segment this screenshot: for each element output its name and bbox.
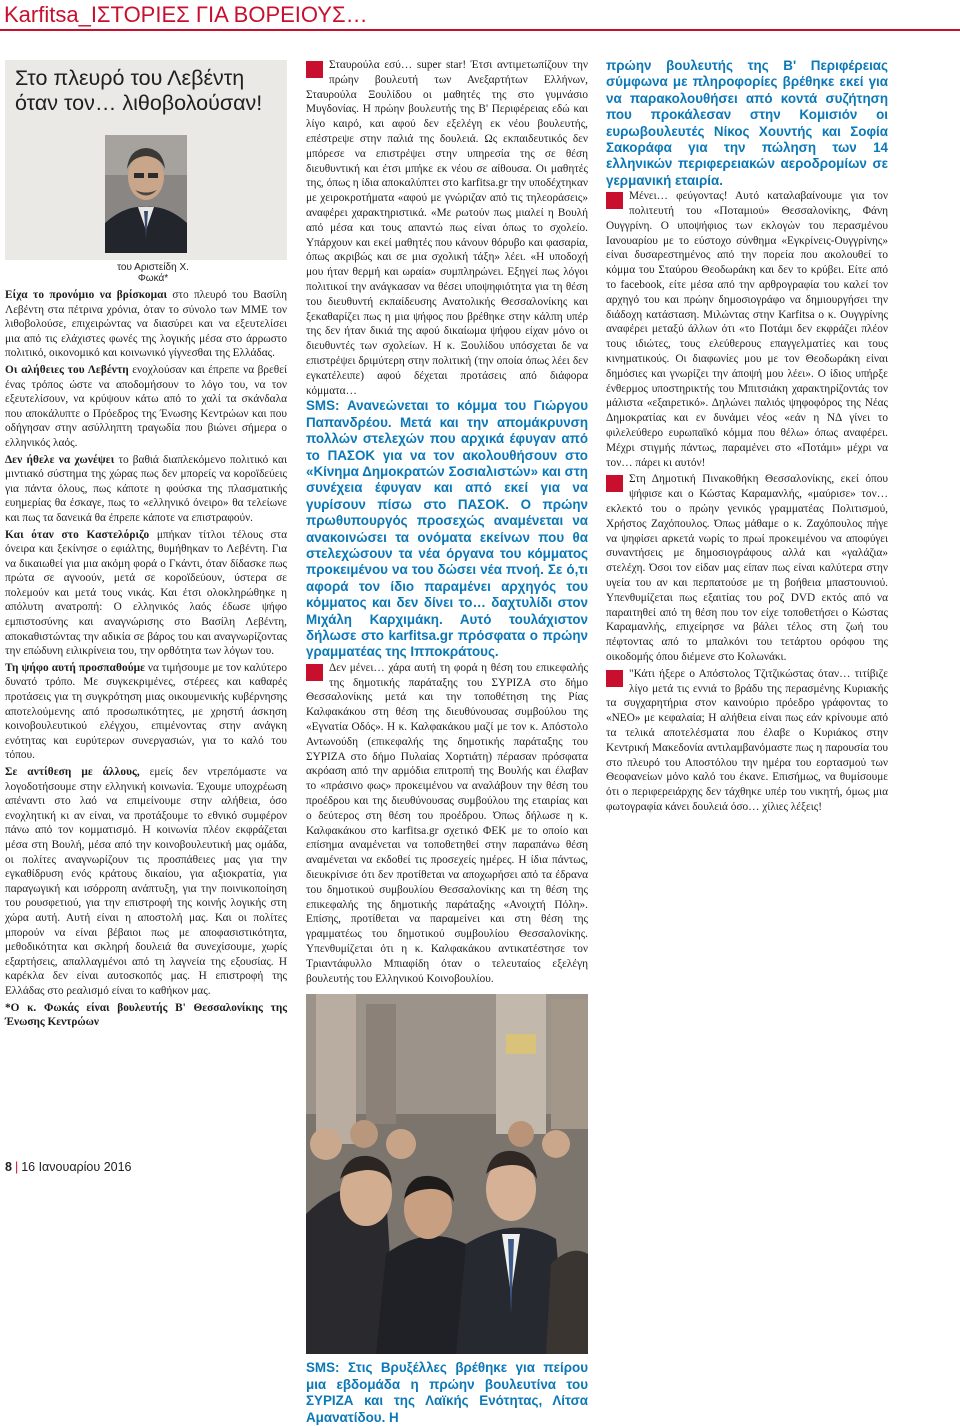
bullet-square-icon [606, 670, 623, 687]
bullet-square-icon [606, 192, 623, 209]
paragraph: Δεν ήθελε να χωνέψει το βαθιά διαπλεκόμενο πολιτικό και μιντιακό σύστημα της χώρας πως δεν μπορείς να κοροϊδεύεις για πάντα όλους, πως κάποτε η φούσκα της πλασματικής ευημερίας θα έσκαγε, πως το «ελληνικό όνειρο» θα τελείωνε και πως τα δανεικά θα έπρεπε κάποτε να επιστραφούν. [5, 453, 288, 524]
paragraph: Και όταν στο Καστελόριζο μπήκαν τίτλοι τέλους στα όνειρα και ξεκίνησε ο εφιάλτης, θυμήθηκαν το Λεβέντη. Για να δικαιωθεί για μια ακόμη φορά ο Γκάντι, όταν δίδασκε πως πρώτα σε αγνοούν, μετά σε κοροϊδεύουν, ύστερα σε πολεμούν και μετά τους νικάς. Και έτσι ολοκληρώθηκε η απόλυτη ανατροπή: Ο ελληνικός λαός έδωσε ψήφο εμπιστοσύνης και αναγνώρισης στο Βασίλη Λεβέντη, αποκαθιστώντας την αδικία σε βάρος του και αναγνωρίζοντας την επώδυνη ειλικρίνεια του, την ορθότητα των λόγων του. [5, 528, 287, 658]
gossip-column-middle [306, 58, 588, 1426]
paragraph: Είχα το προνόμιο να βρίσκομαι στο πλευρό του Βασίλη Λεβέντη στα πέτρινα χρόνια, όταν το σύνολο των ΜΜΕ τον λιθοβολούσε, επιχειρώντας να διασύρει και να εξευτελίσει μια από τις ελάχιστες φωνές της λογικής μέσα στο άρρωστο πολιτικό, οικονομικό και κοινωνικό γίγνεσθαι της Ελλάδας. [5, 289, 287, 360]
crowd-photo [306, 994, 588, 1354]
bullet-square-icon [606, 475, 623, 492]
news-item: Δεν μένει… χάρα αυτή τη φορά η θέση του επικεφαλής της δημοτικής παράταξης του ΣΥΡΙΖΑ στο δήμο Θεσσαλονίκης μετά και την τοποθέτηση της Ρίας Καλφακάκου στη θέση της διευθύνουσας συμβούλου της «Εγνατία Οδός». Η κ. Καλφακάκου μαζί με τον κ. Απόστολο Αντωνούδη (επικεφαλής της δημοτικής παράταξης του ΣΥΡΙΖΑ στο δήμο Πυλαίας Χορτιάτη) πέρασαν πρόσφατα ακρόαση από την αρμόδια επιτροπή της Βουλής και έλαβαν το «πράσινο φως» προκειμένου να αναλάβουν την θέση του προέδρου και της διευθύνουσας συμβούλου της εταιρίας και ο δεύτερος στη θέση του προέδρου. Όπως δήλωσε η κ. Καλφακάκου στο karfitsa.gr σχετικό ΦΕΚ με το οποίο και επίσημα αναμένεται να τοποθετηθεί στην παραπάνω θέση αναμένεται να εκδοθεί τις προσεχείς ημέρες. Η ίδια πάντως, διευκρίνισε ότι δεν προτίθεται να αποχωρήσει από τα έδρανα του δημοτικού συμβουλίου Θεσσαλονίκης και τη θέση της επικεφαλής της δημοτικής παράταξης «Ανοιχτή Πόλη». Επίσης, προτίθεται να παραμείνει και στη θέση της γραμματέως του δημοτικού συμβουλίου Θεσσαλονίκης. Υπενθυμίζεται ότι η κ. Καλφακάκου αντικατέστησε τον Τριαντάφυλλο Μπιαφίδη όταν ο τελευταίος εξελέγη βουλευτής του Ελληνικού Κοινοβουλίου. [306, 661, 588, 985]
paragraph: Οι αλήθειες του Λεβέντη ενοχλούσαν και έπρεπε να βρεθεί ένας τρόπος ώστε να αποδομήσουν το λόγο του, να τον εξευτελίσουν, να κρύψουν κάτω από το χαλί τα σκάνδαλα που αποκάλυπτε ο Πρόεδρος της Ένωσης Κεντρώων και που οδήγησαν στην ασύλληπτη τραγωδία που βιώνει σήμερα ο ελληνικός λαός. [5, 363, 287, 449]
news-item: Μένει… φεύγοντας! Αυτό καταλαβαίνουμε για τον πολιτευτή του «Ποταμιού» Θεσσαλονίκης, Φάνη Ουγγρίνη. Ο υποψήφιος των εκλογών του περασμένου Ιανουαρίου με το εύστοχο σύνθημα «Εγκρίνεις-Ουγγρίνης» είναι δυσαρεστημένος από την πορεία που ακολουθεί το κόμμα του Σταύρου Θεοδωράκη και δεν το κρύβει. Είτε από το facebook, είτε μέσα από την αρθρογραφία του καλεί τον αρχηγό του και πρώην δημοσιογράφο να δημιουργήσει την διάδοχη κατάσταση. Μιλώντας στην Karfitsa ο κ. Ουγγρίνης αναφέρει μεταξύ άλλων ότι «το Ποτάμι δεν εκφράζει πλέον τους ιδιώτες, τους ελεύθερους επαγγελματίες και τους κινηματικούς. Οι διαφωνίες μου με τον Θεοδωράκη είναι δημόσιες και γνωρίζει την άποψή μου λέει». Ο ίδιος υπήρξε ένθερμος υποστηρικτής του Μπιτσιάκη χαρακτηρίζοντάς τον μάλιστα «εξαιρετικό». Δηλώνει παλιός ψηφοφόρος της Νέας Δημοκρατίας και εν δυνάμει νέος «εάν η ΝΔ γίνει το φιλελεύθερο ευρωπαϊκό κόμμα που θέλω» όπως αναφέρει. Μέχρι στιγμής πάντως, παραμένει στο «Ποτάμι» μέχρι να τον… πάρει κι αυτόν! [606, 190, 888, 469]
paragraph: Τη ψήφο αυτή προσπαθούμε να τιμήσουμε με τον καλύτερο δυνατό τρόπο. Με συγκεκριμένες, στέρεες και καθαρές προτάσεις για τη συγκρότηση μιας οικουμενικής κυβέρνησης αποτελούμενης από προσωπικότητες, με χρηστή άσκηση κοινοβουλευτικού ελέγχου, επιμένοντας στην ανάγκη ενότητας και ευρύτερων συνεργασιών, για το καλό του τόπου. [5, 661, 287, 762]
author-signature: *Ο κ. Φωκάς είναι βουλευτής Β' Θεσσαλονίκης της Ένωσης Κεντρώων [5, 1001, 287, 1029]
hero-box [5, 60, 287, 260]
news-item: Στη Δημοτική Πινακοθήκη Θεσσαλονίκης, εκεί όπου ψήφισε και ο Κώστας Καραμανλής, «μαύρισε» τον… εκλεκτό του ο πρώην γενικός γραμματέας Πολιτισμού, Χρήστος Ζαχόπουλος. Όπως μάθαμε ο κ. Ζαχόπουλος πήγε να ψηφίσει αρκετά νωρίς το πρωί προκειμένου να αποφύγει συναντήσεις με δημοσιογράφους αλλά και «γαλάζια» στελέχη. Όσοι τον είδαν μας είπαν πως είναι καλύτερα στην υγεία του αν και περπατούσε με τη βοήθεια μπαστουνιού. Υπενθυμίζεται πως εξαιτίας του ροζ DVD εκτός από να παραιτηθεί από τη θέση που τον είχε τοποθετήσει ο Κώστας Καραμανλής, επιχείρησε να βάλει τέλος στη ζωή του πέφτοντας από το μπαλκόνι του τετάρτου ορόφου της οικοδομής όπου διέμενε στο Κολωνάκι. [606, 473, 888, 663]
article-title: Στο πλευρό του Λεβέντη όταν τον… λιθοβολούσαν! [15, 66, 263, 115]
gossip-column-right [606, 58, 888, 815]
page-footer: 8 | 16 Ιανουαρίου 2016 [5, 1160, 132, 1174]
bullet-square-icon [306, 61, 323, 78]
sms-item-continued: πρώην βουλευτής της Β' Περιφέρειας σύμφωνα με πληροφορίες βρέθηκε εκεί για να παρακολουθήσει από κοντά συζήτηση που προκάλεσαν στην Κομισιόν οι ευρωβουλευτές Νίκος Χουντής και Σοφία Σακοράφα για την πώληση των 14 ελληνικών περιφερειακών αεροδρομίων σε γερμανική εταιρία. [606, 58, 888, 188]
portrait-caption: του Αριστείδη Χ. Φωκά* [117, 262, 189, 284]
author-portrait [105, 135, 187, 253]
issue-date: 16 Ιανουαρίου 2016 [21, 1160, 132, 1174]
opinion-column [5, 60, 287, 1032]
section-header: Karfitsa_ΙΣΤΟΡΙΕΣ ΓΙΑ ΒΟΡΕΙΟΥΣ… [4, 2, 368, 27]
header-rule [0, 29, 960, 31]
sms-item: SMS: Ανανεώνεται το κόμμα του Γιώργου Παπανδρέου. Μετά και την απομάκρυνση πολλών στελεχών που αρχικά έφυγαν από το ΠΑΣΟΚ για να τον ακολουθήσουν στο «Κίνημα Δημοκρατών Σοσιαλιστών» και στη συνέχεια έφυγαν και από εκεί για να γυρίσουν πίσω στο ΠΑΣΟΚ. Ο πρώην πρωθυπουργός προσεχώς αναμένεται να ανακοινώσει τα ονόματα εκείνων που θα στελεχώσουν τα νέα όργανα του κόμματος προκειμένου να του δώσει νέα πνοή. Σε ό,τι αφορά τον ίδιο παραμένει αρχηγός του κόμματος και δεν δίνει το… δαχτυλίδι στον Μιχάλη Καρχιμάκη. Αυτό τουλάχιστον δήλωσε στο karfitsa.gr πρόσφατα ο πρώην γραμματέας της Ιπποκράτους. [306, 398, 588, 660]
news-item: Σταυρούλα εσύ… super star! Έτσι αντιμετωπίζουν την πρώην βουλευτή των Ανεξαρτήτων Ελλήνων, Σταυρούλα Ξουλίδου οι μαθητές της στο γυμνάσιο Μυγδονίας. Η πρώην βουλευτής της Β' Περιφέρειας εδώ και λίγο καιρό, και αφού δεν εξελέγη εκ νέου βουλευτής, επέστρεψε στην παλιά της δουλειά. Ως εκπαιδευτικός δεν μπόρεσε να επιστρέψει στην υπηρεσία της σε θέση διευθυντική και έτσι μπήκε εκ νέου σε αίθουσα. Οι μαθητές της, όπως η ίδια αποκαλύπτει στο karfitsa.gr την υποδέχτηκαν με χειροκροτήματα «αφού με γνώριζαν από τις τηλεοράσεις» αναφέρει χαρακτηριστικά. «Με ρωτούν πως μιαλεί η Βουλή από μέσα και τους απαντώ πως είναι όπως το σχολείο. Υπάρχουν και εκεί μαθητές που κάνουν θόρυβο και φασαρία, όπως ακριβώς και σε μια σχολική τάξη» λέει. «Η υποδοχή μου ήταν θερμή και ωραία» συμπληρώνει. Εξηγεί πως λόγοι πολιτικοί την ανάγκασαν να θέσει υποψηφιότητα για τη θέση του διευθυντή εκπαίδευσης Ανατολικής Θεσσαλονίκης και ξεκαθαρίζει πως η μια ψήφος που βρέθηκε στην κάλπη υπέρ της δεν ήταν δικιά της αφού δικαίωμα ψήφου είχαν μόνο οι διευθυντές των σχολείων. Η κ. Ξουλίδου υπόσχεται δε να επιστρέψει δριμύτερη στην πολιτική (την οποία όπως λέει δεν εγκατέλειπε) αφού δέχεται προτάσεις από διάφορα κόμματα… [306, 59, 588, 397]
sms-item: SMS: Στις Βρυξέλλες βρέθηκε για πείρου μια εβδομάδα η πρώην βουλευτίνα του ΣΥΡΙΖΑ και της Λαϊκής Ενότητας, Λίτσα Αμανατίδου. Η [306, 1360, 588, 1425]
news-item: "Κάτι ήξερε ο Απόστολος Τζιτζικώστας όταν… τιτίβιζε λίγο μετά τις εννιά το βράδυ της περασμένης Κυριακής τα συγχαρητήρια στον καινούριο πρόεδρο γράφοντας το «ΝΕΟ» με κεφαλαία; Η αλήθεια είναι πως εάν κρίνουμε από τα τελικά αποτελέσματα που έλαβε ο Κυριάκος στην Κεντρική Μακεδονία αντιλαμβανόμαστε πως η παρουσία του στο πλευρό του Αποστόλου την ημέρα του εορτασμού των Θεοφανείων μόνο καλό του έκανε. Επισήμως, να θυμίσουμε ότι ο περιφερειάρχης δεν τάχθηκε υπέρ του νικητή, όμως μια φωτογραφία κάνει δουλειά όσο… χίλιες λέξεις! [606, 667, 888, 813]
page-number: 8 [5, 1160, 12, 1174]
bullet-square-icon [306, 664, 323, 681]
paragraph: Σε αντίθεση με άλλους, εμείς δεν ντρεπόμαστε να λογοδοτήσουμε στην ελληνική κοινωνία. Έχουμε υποχρέωση απέναντι στο λαό να επιμείνουμε στην αλήθεια, όσο ενοχλητική κι αν είναι, να προτάξουμε το εθνικό συμφέρον πάνω από τον κομματισμό. Η κοινωνία πλέον εκφράζεται μέσα στη Βουλή, μέσα από την κοινοβουλευτική μας ομάδα, οι πολίτες αναγνωρίζουν τις προσπάθειες μας για την εγκαθίδρυση ενός κράτους δικαίου, για αξιοκρατία, για παραγωγική και ισόρροπη ανάπτυξη, για την ποινικοποίηση του ρουσφετιού, για την επιστροφή της κοινής λογικής στη χώρα αυτή. Αυτή είναι η αποστολή μας. Και οι πολίτες μπορούν να είναι βέβαιοι πως με αποφασιστικότητα, μεθοδικότητα και σκληρή δουλειά θα συνεχίσουμε, χωρίς εξαρτήσεις, απαλλαγμένοι από τη λαγνεία της εξουσίας. Η καρέκλα δεν είναι αυτοσκοπός μας. Η επιστροφή της Ελλάδας στο ρεαλισμό είναι το καθήκον μας. [5, 766, 287, 997]
